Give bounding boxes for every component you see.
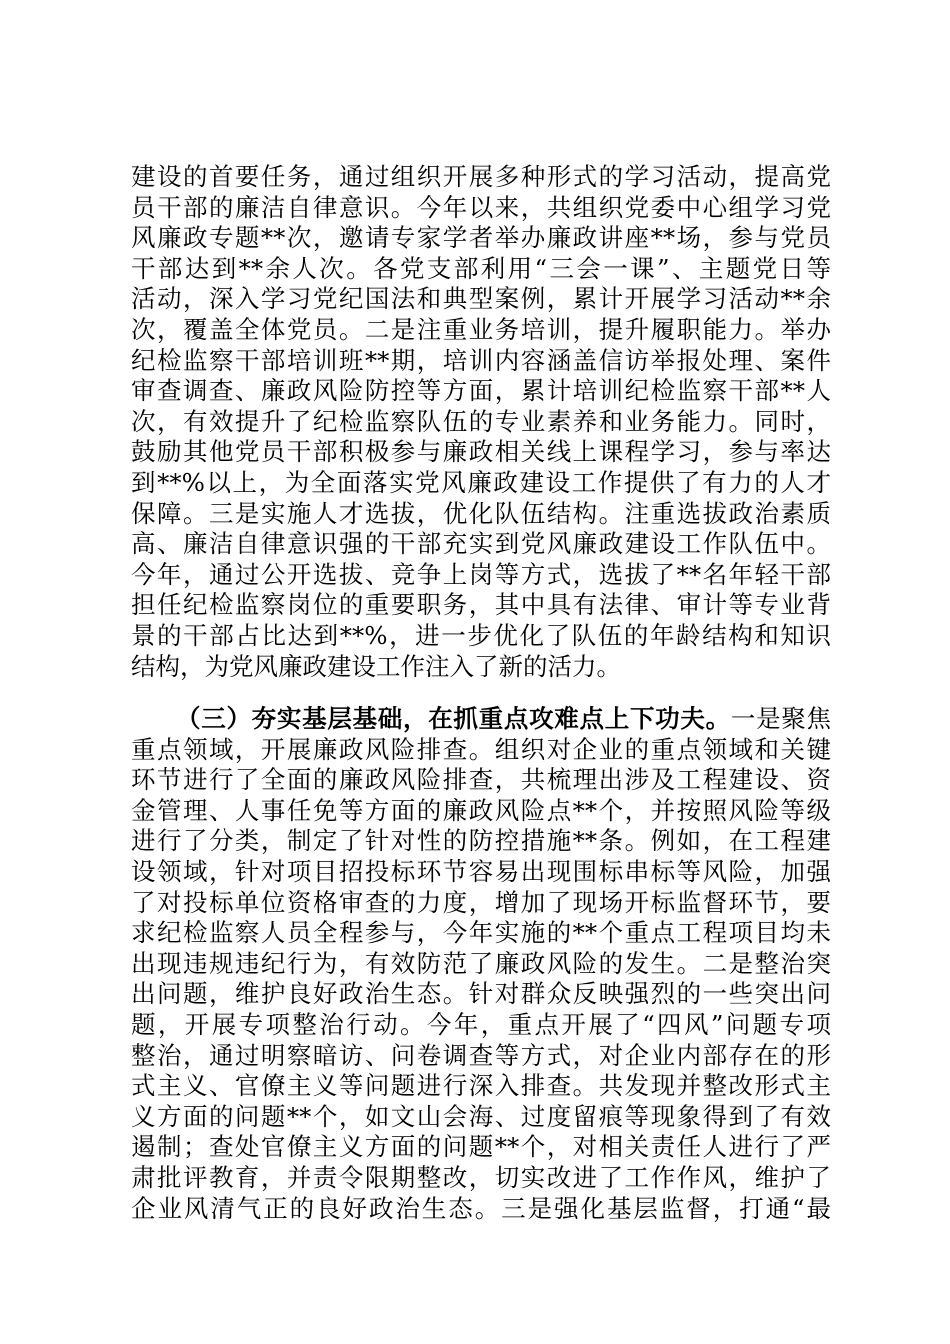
section-heading: （三）夯实基层基础，在抓重点攻难点上下功夫。 <box>176 704 731 734</box>
paragraph-gap <box>131 682 831 704</box>
text-line: 题，开展专项整治行动。今年，重点开展了“四风”问题专项 <box>131 1010 831 1040</box>
text-line: 保障。三是实施人才选拔，优化队伍结构。注重选拔政治素质 <box>131 498 831 528</box>
text-line: 高、廉洁自律意识强的干部充实到党风廉政建设工作队伍中。 <box>131 529 831 559</box>
paragraph-talent-building <box>131 162 831 682</box>
text-line: 鼓励其他党员干部积极参与廉政相关线上课程学习，参与率达 <box>131 437 831 467</box>
text-line: 活动，深入学习党纪国法和典型案例，累计开展学习活动**余 <box>131 284 831 314</box>
heading-line-rest: 一是聚焦 <box>730 704 832 734</box>
text-line: 环节进行了全面的廉政风险排查，共梳理出涉及工程建设、资 <box>131 765 831 795</box>
text-line: 出问题，维护良好政治生态。针对群众反映强烈的一些突出问 <box>131 979 831 1009</box>
text-line: 出现违规违纪行为，有效防范了廉政风险的发生。二是整治突 <box>131 948 831 978</box>
text-line: 求纪检监察人员全程参与，今年实施的**个重点工程项目均未 <box>131 918 831 948</box>
text-line: 进行了分类，制定了针对性的防控措施**条。例如，在工程建 <box>131 826 831 856</box>
text-line: 企业风清气正的良好政治生态。三是强化基层监督，打通“最 <box>131 1193 831 1223</box>
text-line: 干部达到**余人次。各党支部利用“三会一课”、主题党日等 <box>131 253 831 283</box>
document-page <box>131 162 831 1224</box>
text-line: 结构，为党风廉政建设工作注入了新的活力。 <box>131 651 621 681</box>
text-line: 次，覆盖全体党员。二是注重业务培训，提升履职能力。举办 <box>131 314 831 344</box>
text-line: 整治，通过明察暗访、问卷调查等方式，对企业内部存在的形 <box>131 1040 831 1070</box>
text-line: 遏制；查处官僚主义方面的问题**个，对相关责任人进行了严 <box>131 1132 831 1162</box>
text-line: 今年，通过公开选拔、竞争上岗等方式，选拔了**名年轻干部 <box>131 559 831 589</box>
text-line: 景的干部占比达到**%，进一步优化了队伍的年龄结构和知识 <box>131 620 831 650</box>
text-line: 担任纪检监察岗位的重要职务，其中具有法律、审计等专业背 <box>131 590 831 620</box>
text-line: 肃批评教育，并责令限期整改，切实改进了工作作风，维护了 <box>131 1163 831 1192</box>
text-line: 义方面的问题**个，如文山会海、过度留痕等现象得到了有效 <box>131 1101 831 1131</box>
text-line: 了对投标单位资格审查的力度，增加了现场开标监督环节，要 <box>131 887 831 917</box>
paragraph-grassroots-foundation <box>131 704 831 1224</box>
text-line: 员干部的廉洁自律意识。今年以来，共组织党委中心组学习党 <box>131 192 831 222</box>
text-line: 审查调查、廉政风险防控等方面，累计培训纪检监察干部**人 <box>131 376 831 406</box>
text-line: 次，有效提升了纪检监察队伍的专业素养和业务能力。同时， <box>131 406 831 436</box>
text-line: 设领域，针对项目招投标环节容易出现围标串标等风险，加强 <box>131 857 831 887</box>
text-line: 风廉政专题**次，邀请专家学者举办廉政讲座**场，参与党员 <box>131 223 831 253</box>
text-line: 建设的首要任务，通过组织开展多种形式的学习活动，提高党 <box>131 162 831 191</box>
paragraph-heading-line <box>131 704 831 735</box>
text-line: 重点领域，开展廉政风险排查。组织对企业的重点领域和关键 <box>131 734 831 764</box>
text-line: 纪检监察干部培训班**期，培训内容涵盖信访举报处理、案件 <box>131 345 831 375</box>
text-line: 到**%以上，为全面落实党风廉政建设工作提供了有力的人才 <box>131 467 831 497</box>
text-line: 金管理、人事任免等方面的廉政风险点**个，并按照风险等级 <box>131 795 831 825</box>
text-line: 式主义、官僚主义等问题进行深入排查。共发现并整改形式主 <box>131 1071 831 1101</box>
